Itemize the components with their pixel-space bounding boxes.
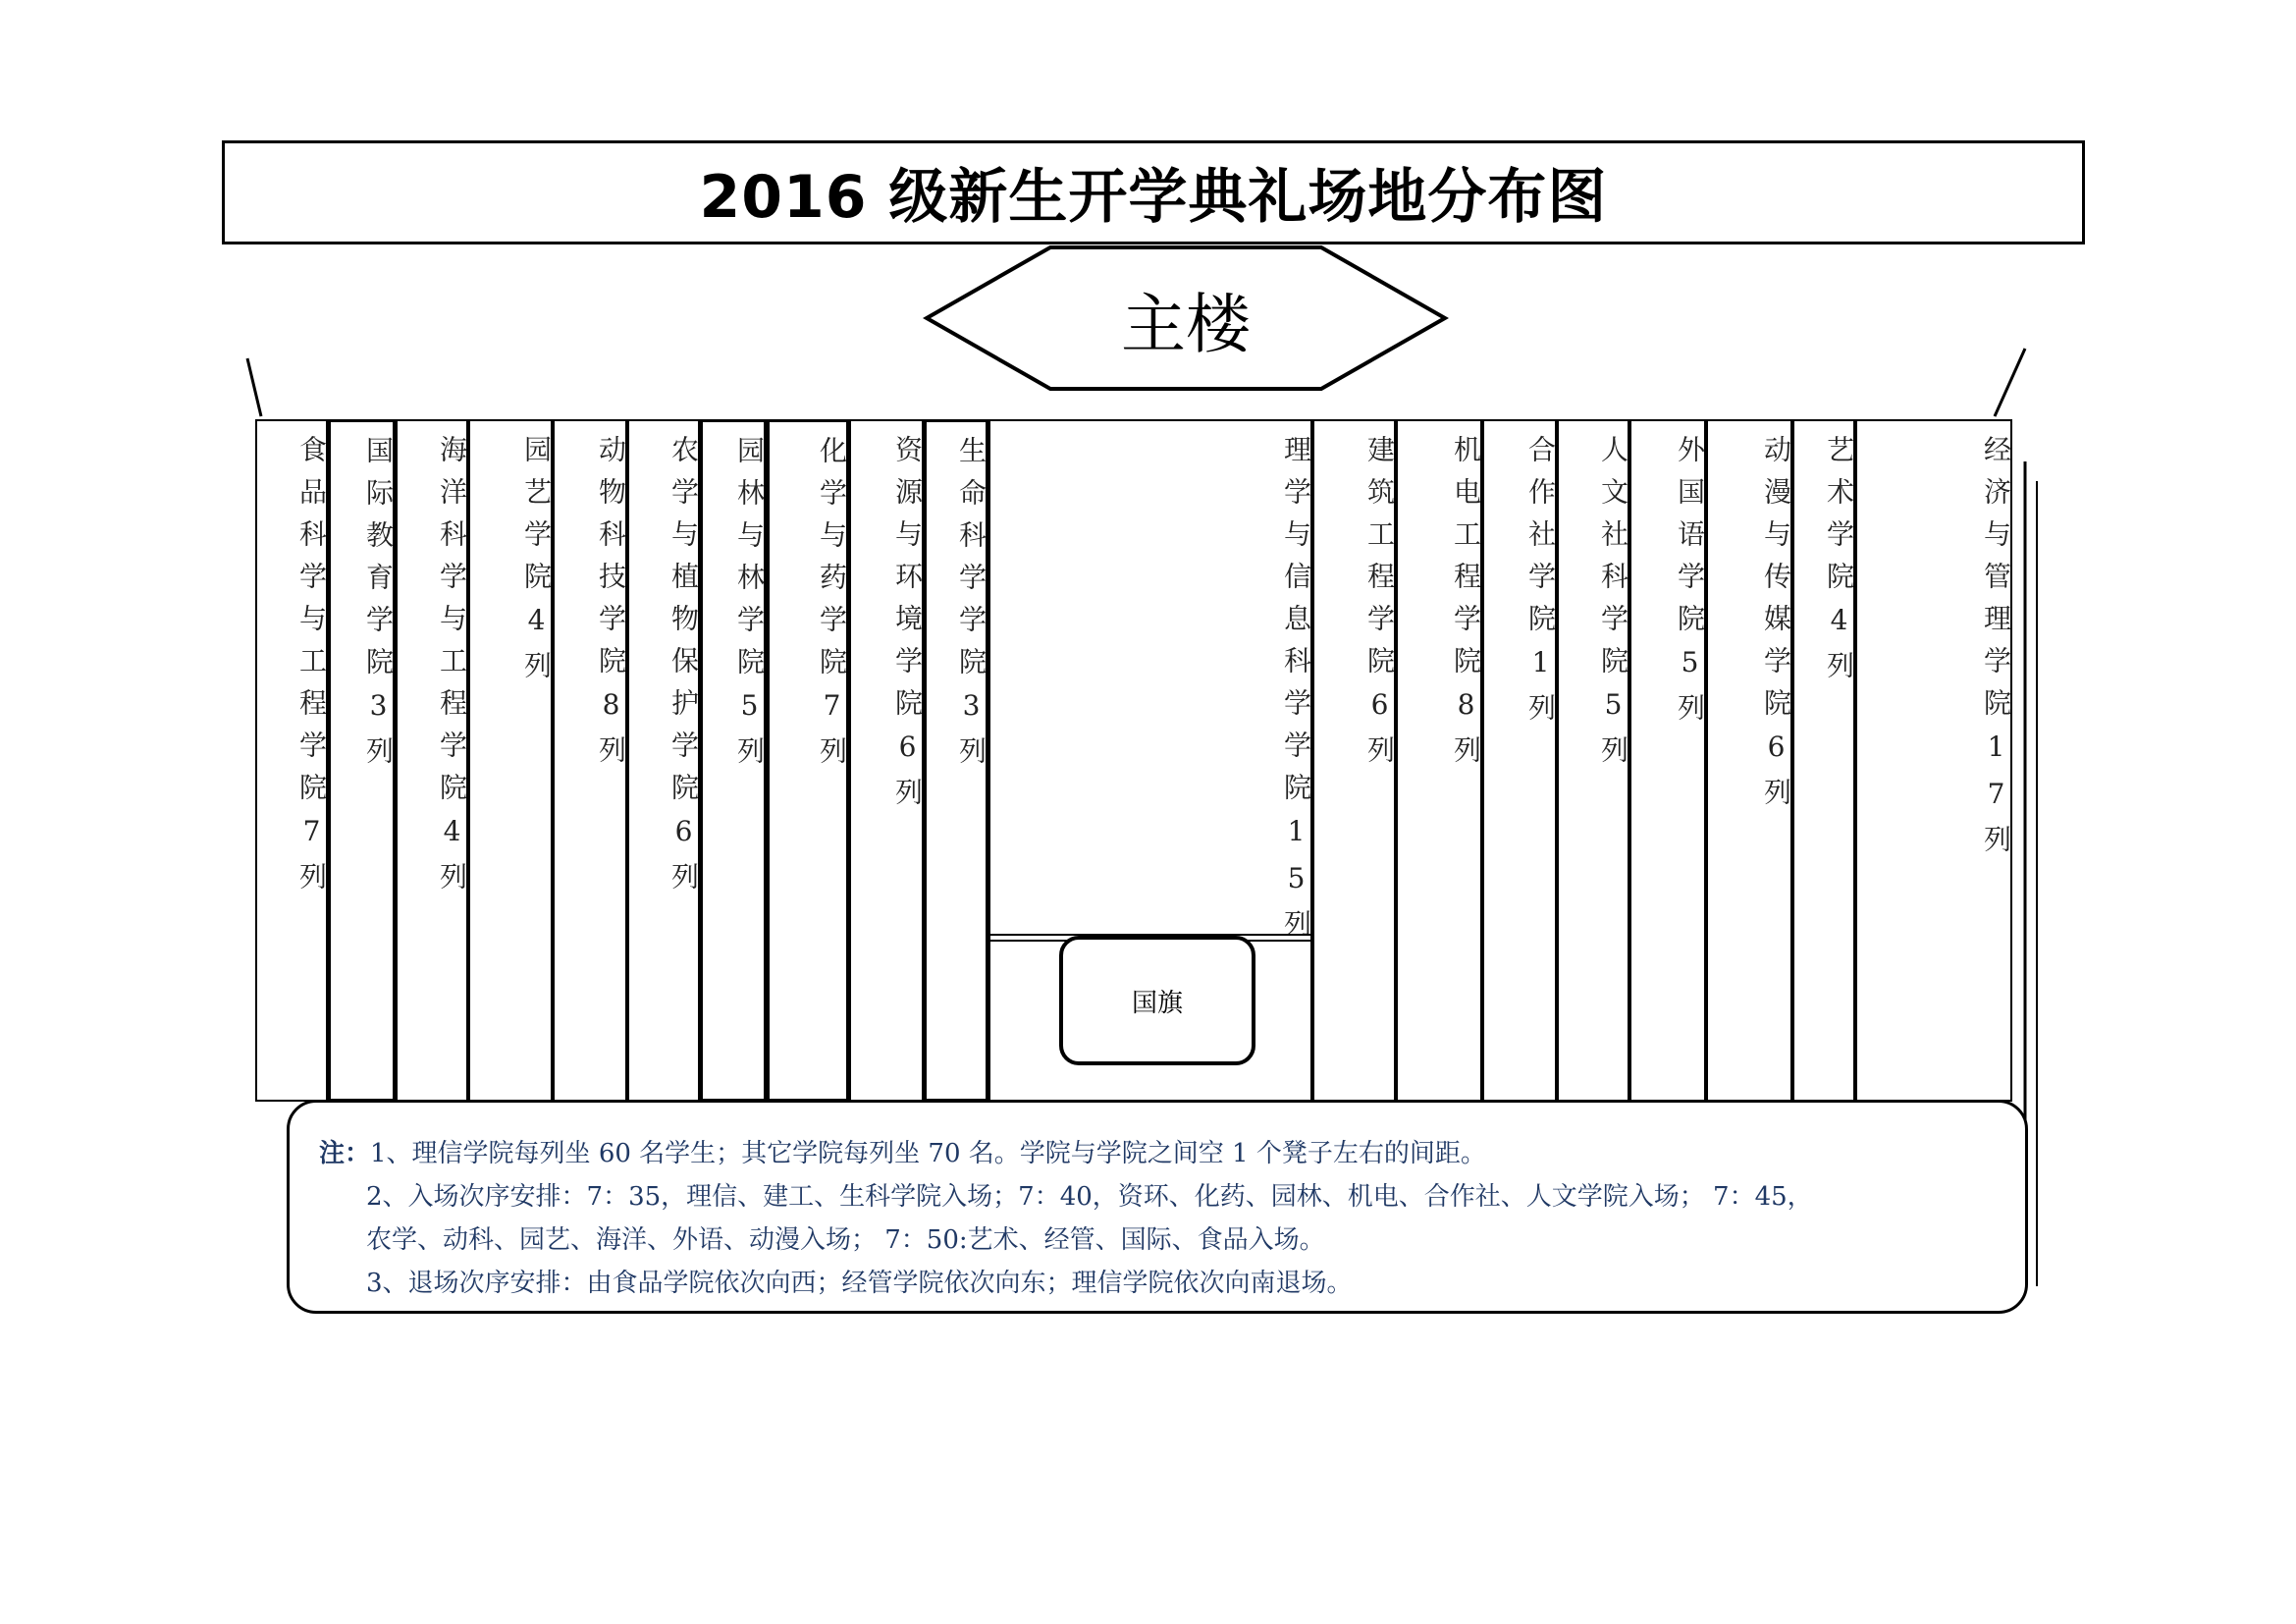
college-label: 人文社科学院5列 xyxy=(1597,435,1629,778)
college-label: 生命科学学院3列 xyxy=(955,436,988,779)
national-flag-area: 国旗 xyxy=(1059,936,1255,1065)
college-label: 机电工程学院8列 xyxy=(1450,435,1482,778)
college-label: 外国语学院5列 xyxy=(1674,435,1706,735)
notes-box xyxy=(287,1100,2028,1314)
college-column xyxy=(1855,419,2012,1102)
note-line-1 xyxy=(319,1132,2025,1175)
college-label: 农学与植物保护学院6列 xyxy=(667,435,700,904)
page-title: 2016 级新生开学典礼场地分布图 xyxy=(699,163,1608,232)
college-column xyxy=(328,419,396,1102)
notes-label: 注： xyxy=(319,1139,371,1168)
main-building-label: 主楼 xyxy=(1121,286,1251,362)
seating-area xyxy=(255,419,2012,1102)
college-column xyxy=(255,419,328,1102)
college-label: 动漫与传媒学院6列 xyxy=(1760,435,1792,820)
college-column xyxy=(1629,419,1706,1102)
college-column xyxy=(1557,419,1629,1102)
college-label: 建筑工程学院6列 xyxy=(1363,435,1396,778)
college-column xyxy=(627,419,700,1102)
college-column xyxy=(1706,419,1792,1102)
note-line-2: 2、入场次序安排：7：35，理信、建工、生科学院入场；7：40，资环、化药、园林、机电、合作社、人文学院入场； 7：45， xyxy=(366,1182,1813,1212)
college-label: 国际教育学院3列 xyxy=(362,436,395,779)
college-column xyxy=(1792,419,1855,1102)
college-column xyxy=(924,419,988,1102)
college-column xyxy=(849,419,924,1102)
college-label: 合作社学院1列 xyxy=(1524,435,1557,735)
college-label: 园艺学院4列 xyxy=(520,435,553,693)
college-column-center xyxy=(988,419,1312,1102)
college-label: 资源与环境学院6列 xyxy=(891,435,924,820)
college-label: 化学与药学院7列 xyxy=(816,436,848,779)
note-line-4: 3、退场次序安排：由食品学院依次向西；经管学院依次向东；理信学院依次向南退场。 xyxy=(366,1269,1353,1298)
college-column xyxy=(1396,419,1482,1102)
college-label: 艺术学院4列 xyxy=(1823,435,1855,693)
college-label: 动物科技学院8列 xyxy=(595,435,627,778)
college-column xyxy=(1482,419,1557,1102)
note-text-1: 1、理信学院每列坐 60 名学生；其它学院每列坐 70 名。学院与学院之间空 1 个凳子左右的间距。 xyxy=(370,1139,1486,1168)
college-column xyxy=(1312,419,1396,1102)
note-line-3: 农学、动科、园艺、海洋、外语、动漫入场； 7：50:艺术、经管、国际、食品入场。 xyxy=(366,1225,1325,1255)
college-label: 园林与林学院5列 xyxy=(733,436,766,779)
college-column xyxy=(468,419,553,1102)
college-label: 理学与信息科学学院15列 xyxy=(1280,435,1312,951)
college-label: 食品科学与工程学院7列 xyxy=(295,435,328,904)
college-label: 海洋科学与工程学院4列 xyxy=(436,435,468,904)
college-column xyxy=(700,419,767,1102)
college-label: 经济与管理学院17列 xyxy=(1980,435,2012,867)
college-column xyxy=(553,419,627,1102)
college-column xyxy=(396,419,468,1102)
college-column xyxy=(767,419,849,1102)
